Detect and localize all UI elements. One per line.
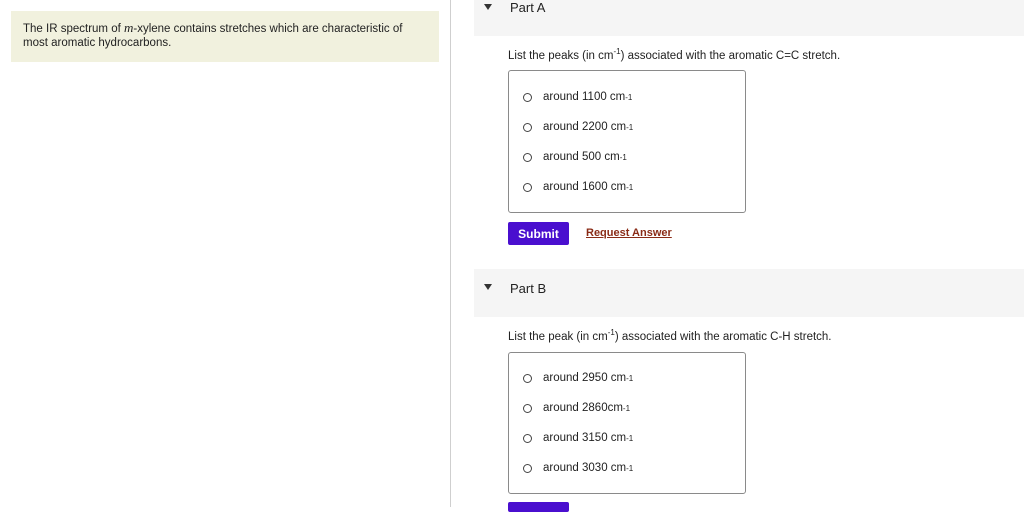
problem-intro (11, 11, 439, 62)
choice-sup: -1 (626, 182, 634, 192)
choice-label: around 3030 cm (543, 462, 627, 474)
choice-label: around 500 cm (543, 151, 620, 163)
choice-label: around 2200 cm (543, 121, 627, 133)
part-a-question (508, 47, 840, 62)
choice-sup: -1 (622, 403, 631, 413)
intro-text-before: The IR spectrum of (23, 23, 124, 35)
part-a-question-text-end: ) associated with the aromatic C=C stretch. (620, 49, 841, 62)
radio-unchecked-icon[interactable] (523, 374, 532, 383)
part-b-choice-4[interactable] (523, 460, 633, 476)
part-b-question (508, 328, 832, 343)
choice-label: around 2860cm (543, 402, 623, 414)
part-a-title[interactable]: Part A (510, 0, 546, 15)
part-b-submit-button[interactable] (508, 502, 569, 512)
part-a-submit-button[interactable]: Submit (508, 222, 569, 245)
choice-label: around 3150 cm (543, 432, 627, 444)
choice-label: around 2950 cm (543, 372, 627, 384)
radio-unchecked-icon[interactable] (523, 123, 532, 132)
part-a-choice-3[interactable] (523, 149, 627, 165)
choice-sup: -1 (626, 433, 634, 443)
part-b-question-text: List the peak (in cm (508, 330, 608, 343)
caret-down-icon[interactable] (484, 4, 492, 10)
radio-unchecked-icon[interactable] (523, 183, 532, 192)
choice-label: around 1100 cm (543, 91, 626, 103)
part-a-choices (508, 70, 746, 213)
choice-label: around 1600 cm (543, 181, 627, 193)
intro-molecule-italic: m (123, 20, 134, 35)
choice-sup: -1 (626, 463, 634, 473)
part-b-choice-3[interactable] (523, 430, 633, 446)
column-divider (450, 0, 451, 507)
part-b-question-text-end: ) associated with the aromatic C-H stretch. (614, 330, 832, 343)
radio-unchecked-icon[interactable] (523, 464, 532, 473)
radio-unchecked-icon[interactable] (523, 404, 532, 413)
part-b-choice-1[interactable] (523, 370, 633, 386)
radio-unchecked-icon[interactable] (523, 153, 532, 162)
caret-down-icon[interactable] (484, 284, 492, 290)
choice-sup: -1 (626, 373, 634, 383)
part-a-question-text: List the peaks (in cm (508, 49, 614, 62)
part-b-header[interactable] (474, 269, 1024, 317)
choice-sup: -1 (626, 122, 634, 132)
part-a-question-sup: -1 (613, 47, 621, 56)
part-a-choice-1[interactable] (523, 89, 632, 105)
choice-sup: -1 (619, 152, 627, 162)
part-a-choice-2[interactable] (523, 119, 633, 135)
part-b-title[interactable]: Part B (510, 281, 547, 296)
choice-sup: -1 (625, 92, 633, 102)
radio-unchecked-icon[interactable] (523, 93, 532, 102)
part-a-request-answer-link[interactable]: Request Answer (586, 227, 672, 239)
part-b-choices (508, 352, 746, 494)
part-a-header[interactable] (474, 0, 1024, 36)
radio-unchecked-icon[interactable] (523, 434, 532, 443)
part-b-choice-2[interactable] (523, 400, 630, 416)
part-a-choice-4[interactable] (523, 179, 633, 195)
intro-text-after: -xylene contains stretches which are characteristic of most aromatic hydrocarbons. (23, 23, 403, 49)
part-b-question-sup: -1 (607, 328, 615, 337)
